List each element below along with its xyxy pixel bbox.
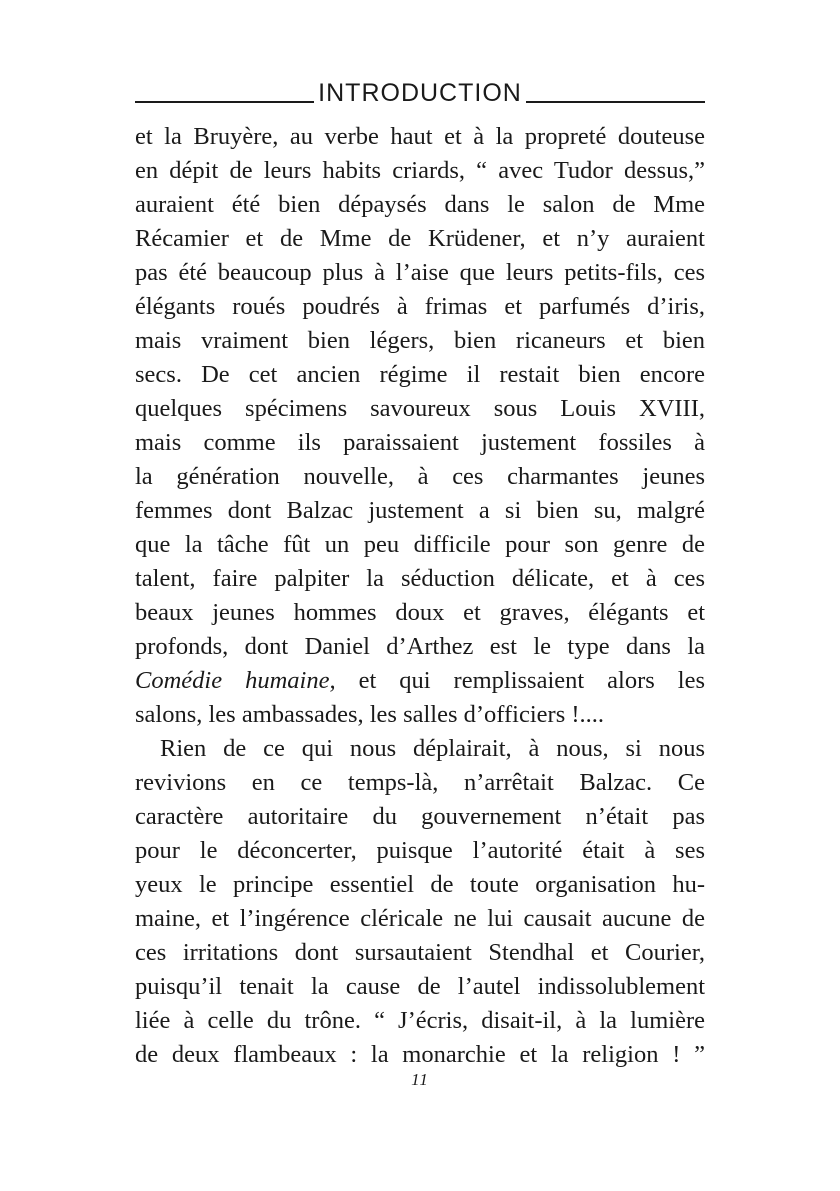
text-line: talent, faire palpiter la séduction délicate, et à ces bbox=[135, 565, 705, 592]
text-line: mais vraiment bien légers, bien ricaneurs et bien bbox=[135, 327, 705, 354]
text-line: auraient été bien dépaysés dans le salon de Mme bbox=[135, 191, 705, 218]
text-line: yeux le principe essentiel de toute organisation hu- bbox=[135, 871, 705, 898]
running-header bbox=[135, 72, 705, 106]
text-line: maine, et l’ingérence cléricale ne lui causait aucune de bbox=[135, 905, 705, 932]
text-line: pas été beaucoup plus à l’aise que leurs petits-fils, ces bbox=[135, 259, 705, 286]
text-line: en dépit de leurs habits criards, “ avec Tudor dessus,” bbox=[135, 157, 705, 184]
text-line: beaux jeunes hommes doux et graves, élégants et bbox=[135, 599, 705, 626]
text-line: secs. De cet ancien régime il restait bien encore bbox=[135, 361, 705, 388]
text-line-with-title bbox=[135, 664, 705, 698]
text-line: de deux flambeaux : la monarchie et la religion ! ” bbox=[135, 1041, 705, 1068]
body-text bbox=[135, 120, 705, 1072]
text-line: revivions en ce temps-là, n’arrêtait Balzac. Ce bbox=[135, 769, 705, 796]
page-number: 11 bbox=[411, 1070, 429, 1089]
running-title: INTRODUCTION bbox=[318, 79, 522, 107]
text-line: liée à celle du trône. “ J’écris, disait-il, à la lumière bbox=[135, 1007, 705, 1034]
text-line: et la Bruyère, au verbe haut et à la propreté douteuse bbox=[135, 123, 705, 150]
work-title: Comédie humaine, bbox=[135, 667, 336, 694]
text-line-paragraph-end: salons, les ambassades, les salles d’officiers !.... bbox=[135, 701, 605, 728]
text-line: pour le déconcerter, puisque l’autorité était à ses bbox=[135, 837, 705, 864]
text-line: quelques spécimens savoureux sous Louis XVIII, bbox=[135, 395, 705, 422]
text-line: élégants roués poudrés à frimas et parfumés d’iris, bbox=[135, 293, 705, 320]
text-line: Récamier et de Mme de Krüdener, et n’y auraient bbox=[135, 225, 705, 252]
text-line: la génération nouvelle, à ces charmantes jeunes bbox=[135, 463, 705, 490]
text-line: mais comme ils paraissaient justement fossiles à bbox=[135, 429, 705, 456]
text-fragment: et qui remplissaient alors les bbox=[335, 667, 705, 694]
text-line: que la tâche fût un peu difficile pour son genre de bbox=[135, 531, 705, 558]
text-line: puisqu’il tenait la cause de l’autel indissolublement bbox=[135, 973, 705, 1000]
text-line-paragraph-start: Rien de ce qui nous déplairait, à nous, si nous bbox=[160, 735, 705, 762]
text-line: ces irritations dont sursautaient Stendhal et Courier, bbox=[135, 939, 705, 966]
text-line: profonds, dont Daniel d’Arthez est le type dans la bbox=[135, 633, 705, 660]
text-line: femmes dont Balzac justement a si bien su, malgré bbox=[135, 497, 705, 524]
header-rule-right bbox=[526, 101, 705, 103]
text-line: caractère autoritaire du gouvernement n’était pas bbox=[135, 803, 705, 830]
header-rule-left bbox=[135, 101, 314, 103]
